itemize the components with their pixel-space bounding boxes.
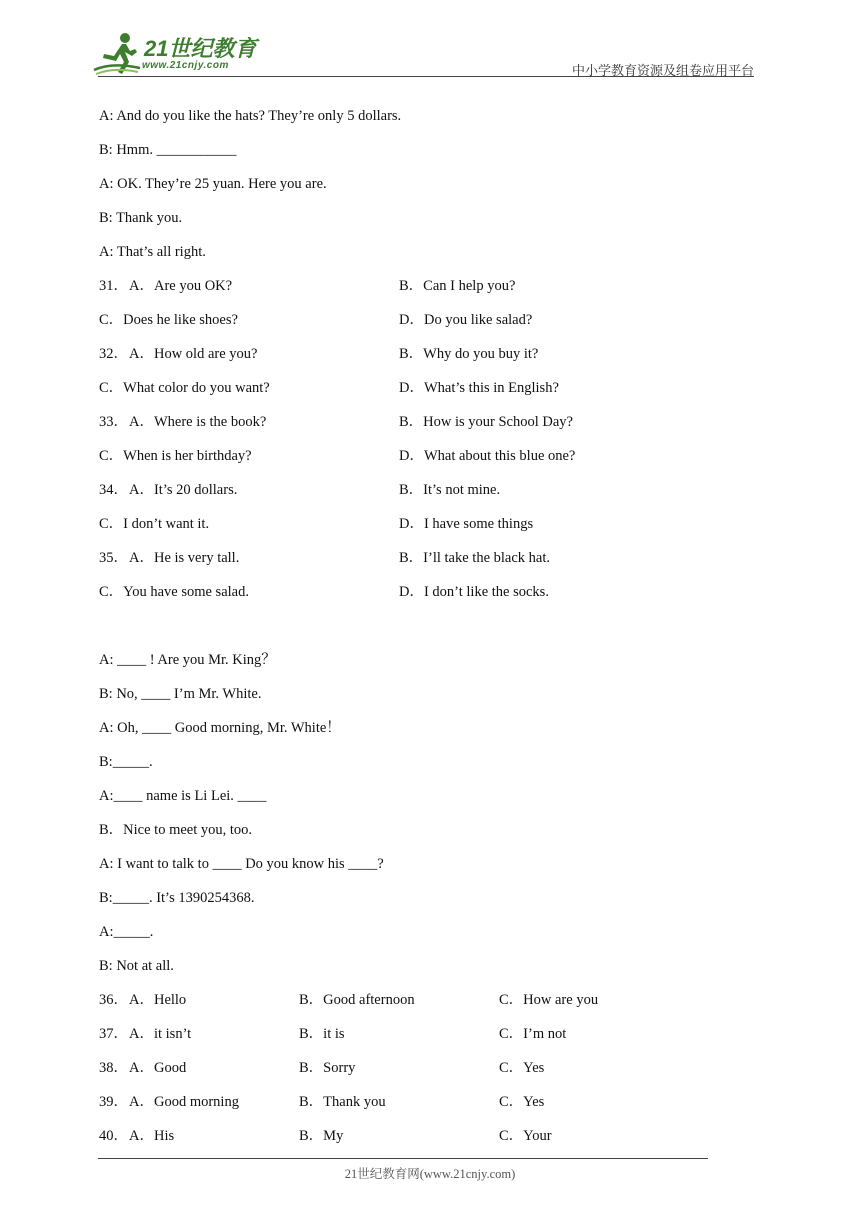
dialog-line: A: I want to talk to ____ Do you know his ____? — [99, 856, 384, 872]
option-d: D．I don’t like the socks. — [399, 584, 549, 600]
option-b: B．Good afternoon — [299, 992, 415, 1008]
platform-title: 中小学教育资源及组卷应用平台 — [571, 64, 754, 79]
option-a: A．It’s 20 dollars. — [129, 482, 238, 498]
option-b: B．It’s not mine. — [399, 482, 501, 498]
dialog-line: A: ____ ! Are you Mr. King？ — [99, 652, 276, 668]
option-b: B．My — [299, 1128, 344, 1144]
option-b: B．How is your School Day? — [399, 414, 573, 430]
dialog-line: B: Thank you. — [99, 210, 183, 226]
option-c: C．Your — [499, 1128, 552, 1144]
option-a: A．Where is the book? — [129, 414, 267, 430]
option-d: D．Do you like salad? — [399, 312, 533, 328]
option-c: C．I’m not — [499, 1026, 567, 1042]
option-c: C．Yes — [499, 1094, 545, 1110]
option-b: B．it is — [299, 1026, 345, 1042]
question-number: 31． — [99, 278, 128, 294]
question-number: 33． — [99, 414, 128, 430]
option-c: C．You have some salad. — [99, 584, 249, 600]
dialog-line: A:_____. — [99, 924, 154, 940]
option-a: A．Good morning — [129, 1094, 239, 1110]
site-logo — [92, 32, 262, 76]
question-number: 36． — [99, 992, 128, 1008]
question-number: 34． — [99, 482, 128, 498]
option-a: A．He is very tall. — [129, 550, 240, 566]
question-number: 35． — [99, 550, 128, 566]
option-c: C．How are you — [499, 992, 599, 1008]
option-d: D．I have some things — [399, 516, 534, 532]
option-b: B．Thank you — [299, 1094, 386, 1110]
option-a: A．Good — [129, 1060, 187, 1076]
option-d: D．What’s this in English? — [399, 380, 559, 396]
dialog-line: B: No, ____ I’m Mr. White. — [99, 686, 262, 702]
logo-text: 21世纪教育 — [144, 36, 257, 61]
option-a: A．How old are you? — [129, 346, 258, 362]
runner-logo-icon — [92, 32, 142, 76]
question-number: 37． — [99, 1026, 128, 1042]
option-c: C．Yes — [499, 1060, 545, 1076]
option-b: B．Can I help you? — [399, 278, 516, 294]
question-number: 40． — [99, 1128, 128, 1144]
question-number: 32． — [99, 346, 128, 362]
question-number: 38． — [99, 1060, 128, 1076]
logo-url: www.21cnjy.com — [142, 60, 229, 71]
dialog-line: B:_____. — [99, 754, 153, 770]
option-a: A．Are you OK? — [129, 278, 233, 294]
option-c: C．What color do you want? — [99, 380, 270, 396]
option-a: A．it isn’t — [129, 1026, 192, 1042]
dialog-line: A: OK. They’re 25 yuan. Here you are. — [99, 176, 327, 192]
dialog-line: B．Nice to meet you, too. — [99, 822, 253, 838]
dialog-line: B: Not at all. — [99, 958, 174, 974]
dialog-line: A: And do you like the hats? They’re only 5 dollars. — [99, 108, 402, 124]
option-b: B．Why do you buy it? — [399, 346, 539, 362]
page-footer: 21世纪教育网(www.21cnjy.com) — [344, 1167, 516, 1181]
footer-divider — [98, 1158, 708, 1159]
option-c: C．When is her birthday? — [99, 448, 252, 464]
header-divider — [98, 76, 754, 77]
page-header — [0, 0, 860, 80]
option-a: A．His — [129, 1128, 175, 1144]
dialog-line: B:_____. It’s 1390254368. — [99, 890, 255, 906]
dialog-line: A: Oh, ____ Good morning, Mr. White！ — [99, 720, 341, 736]
dialog-line: A:____ name is Li Lei. ____ — [99, 788, 267, 804]
option-b: B．Sorry — [299, 1060, 356, 1076]
option-d: D．What about this blue one? — [399, 448, 576, 464]
dialog-line: B: Hmm. ___________ — [99, 142, 237, 158]
dialog-line: A: That’s all right. — [99, 244, 206, 260]
option-a: A．Hello — [129, 992, 187, 1008]
option-c: C．I don’t want it. — [99, 516, 210, 532]
option-b: B．I’ll take the black hat. — [399, 550, 550, 566]
option-c: C．Does he like shoes? — [99, 312, 238, 328]
question-number: 39． — [99, 1094, 128, 1110]
